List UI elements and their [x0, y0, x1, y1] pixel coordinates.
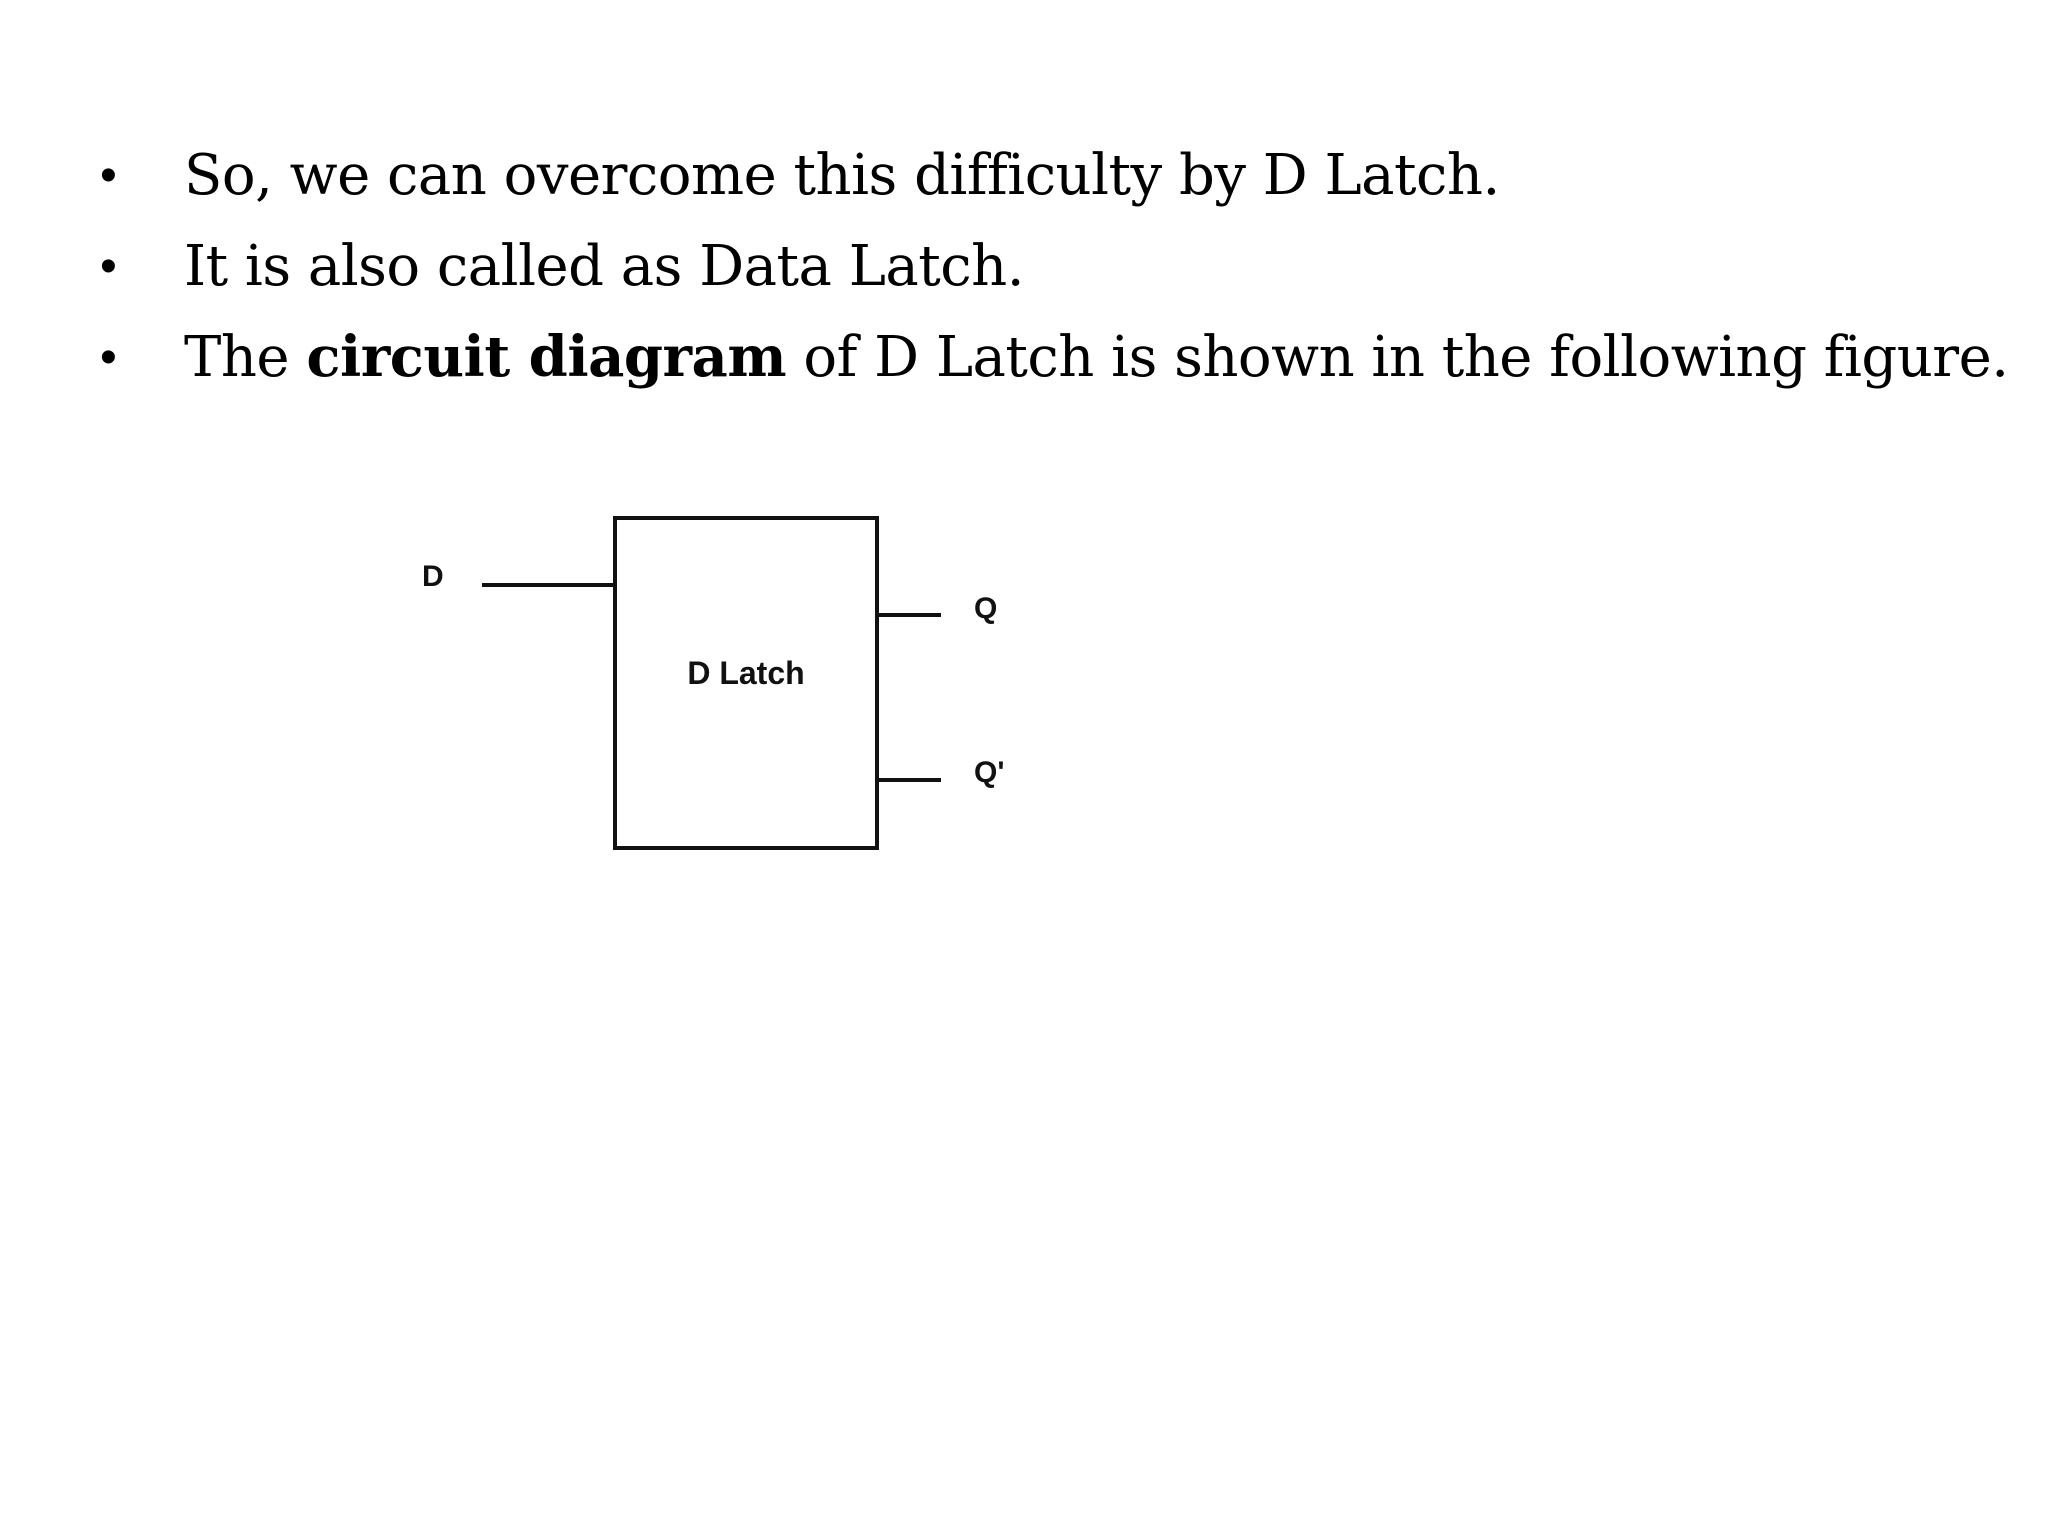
bullet-text-3-prefix: The: [184, 325, 307, 390]
bullet-text-2: It is also called as Data Latch.: [184, 234, 1024, 299]
output-q-label: Q: [974, 592, 998, 625]
bullet-text-3-bold: circuit diagram: [306, 324, 787, 390]
input-d-label: D: [422, 560, 444, 593]
bullet-text-3: [184, 312, 2009, 403]
bullet-item-2: [100, 221, 2000, 312]
bullet-text-1: So, we can overcome this difficulty by D Latch.: [184, 143, 1500, 208]
bullet-dot-icon: •: [100, 331, 117, 384]
bullet-item-1: [100, 130, 2000, 221]
latch-block-label: D Latch: [687, 655, 805, 691]
bullet-dot-icon: •: [100, 240, 117, 293]
bullet-text-3-suffix: of D Latch is shown in the following figure.: [786, 325, 2009, 390]
bullet-item-3: [100, 312, 2009, 403]
d-latch-diagram: [400, 500, 1060, 880]
bullet-list: [100, 130, 2009, 403]
d-latch-svg: [400, 500, 1060, 880]
bullet-dot-icon: •: [100, 149, 117, 202]
output-qbar-label: Q': [974, 756, 1005, 789]
